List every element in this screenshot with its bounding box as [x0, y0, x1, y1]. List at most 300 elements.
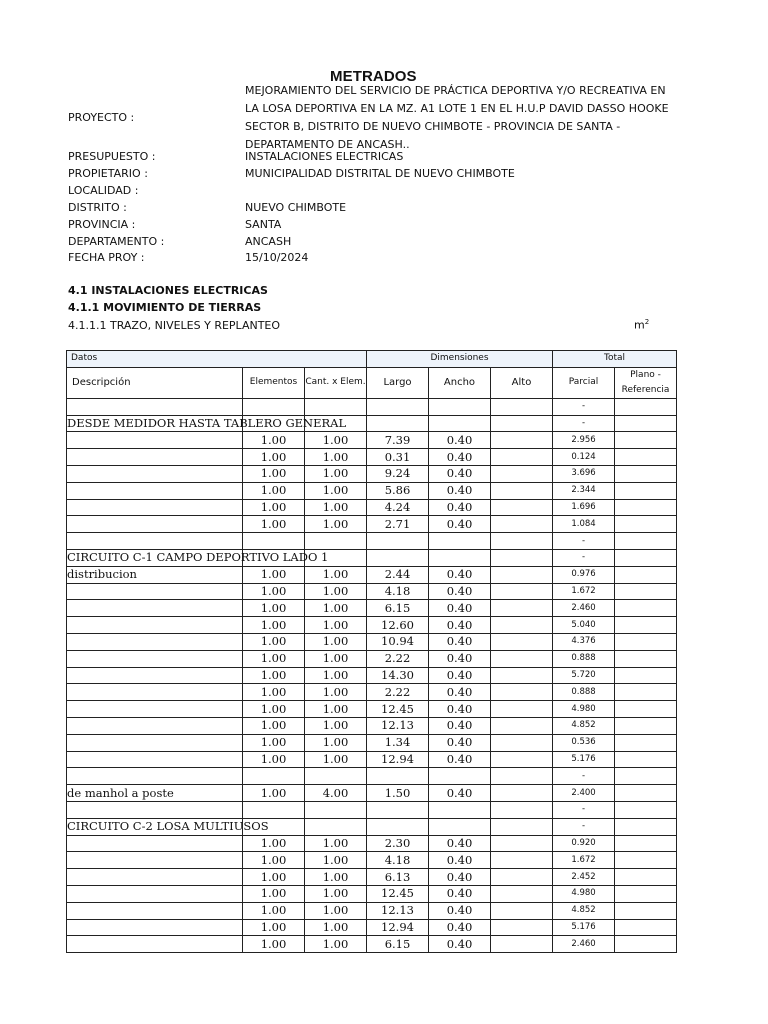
cell-plano — [615, 684, 677, 701]
field-label-provincia: PROVINCIA : — [68, 218, 136, 231]
cell-descripcion — [67, 499, 243, 516]
table-row — [67, 449, 677, 466]
cell-alto — [491, 785, 553, 802]
field-label-fecha: FECHA PROY : — [68, 251, 145, 264]
cell-ancho: 0.40 — [429, 835, 491, 852]
cell-ancho — [429, 549, 491, 566]
header-largo: Largo — [367, 367, 429, 398]
cell-alto — [491, 869, 553, 886]
table-row — [67, 482, 677, 499]
cell-cant: 1.00 — [305, 684, 367, 701]
field-value-provincia: SANTA — [245, 218, 282, 231]
cell-alto — [491, 818, 553, 835]
cell-largo — [367, 818, 429, 835]
field-value-propietario: MUNICIPALIDAD DISTRITAL DE NUEVO CHIMBOTE — [245, 167, 515, 180]
table-row — [67, 566, 677, 583]
table-row — [67, 684, 677, 701]
cell-descripcion — [67, 801, 243, 818]
field-label-localidad: LOCALIDAD : — [68, 184, 139, 197]
cell-largo: 0.31 — [367, 449, 429, 466]
cell-descripcion — [67, 667, 243, 684]
cell-descripcion — [67, 869, 243, 886]
cell-alto — [491, 566, 553, 583]
cell-alto — [491, 734, 553, 751]
table-row — [67, 633, 677, 650]
cell-cant: 1.00 — [305, 885, 367, 902]
cell-ancho: 0.40 — [429, 465, 491, 482]
cell-plano — [615, 533, 677, 550]
cell-alto — [491, 650, 553, 667]
cell-cant: 1.00 — [305, 936, 367, 953]
cell-cant: 1.00 — [305, 566, 367, 583]
table-row — [67, 600, 677, 617]
cell-parcial: 3.696 — [553, 465, 615, 482]
cell-cant: 1.00 — [305, 701, 367, 718]
cell-cant — [305, 398, 367, 415]
cell-elementos: 1.00 — [243, 499, 305, 516]
cell-cant — [305, 818, 367, 835]
table-row — [67, 516, 677, 533]
cell-alto — [491, 516, 553, 533]
field-value-distrito: NUEVO CHIMBOTE — [245, 201, 347, 214]
header-cant: Cant. x Elem. — [305, 367, 367, 398]
cell-parcial: 2.460 — [553, 936, 615, 953]
cell-largo: 2.22 — [367, 684, 429, 701]
cell-ancho: 0.40 — [429, 919, 491, 936]
cell-alto — [491, 415, 553, 432]
cell-plano — [615, 415, 677, 432]
cell-cant: 1.00 — [305, 869, 367, 886]
cell-cant: 1.00 — [305, 583, 367, 600]
cell-parcial: 4.980 — [553, 701, 615, 718]
cell-parcial: 2.956 — [553, 432, 615, 449]
cell-plano — [615, 449, 677, 466]
cell-parcial: 0.888 — [553, 684, 615, 701]
cell-largo: 9.24 — [367, 465, 429, 482]
cell-plano — [615, 583, 677, 600]
cell-plano — [615, 549, 677, 566]
cell-cant: 1.00 — [305, 852, 367, 869]
cell-elementos: 1.00 — [243, 717, 305, 734]
cell-alto — [491, 801, 553, 818]
cell-elementos: 1.00 — [243, 869, 305, 886]
cell-cant: 1.00 — [305, 650, 367, 667]
cell-elementos: 1.00 — [243, 684, 305, 701]
cell-ancho — [429, 533, 491, 550]
cell-parcial: 0.976 — [553, 566, 615, 583]
cell-descripcion — [67, 684, 243, 701]
table-row — [67, 701, 677, 718]
cell-alto — [491, 684, 553, 701]
cell-cant — [305, 768, 367, 785]
cell-elementos: 1.00 — [243, 667, 305, 684]
cell-descripcion — [67, 449, 243, 466]
cell-largo: 12.60 — [367, 617, 429, 634]
cell-cant: 1.00 — [305, 432, 367, 449]
cell-ancho: 0.40 — [429, 499, 491, 516]
cell-largo — [367, 549, 429, 566]
cell-alto — [491, 482, 553, 499]
cell-alto — [491, 499, 553, 516]
cell-elementos: 1.00 — [243, 701, 305, 718]
cell-descripcion — [67, 751, 243, 768]
cell-elementos: 1.00 — [243, 902, 305, 919]
cell-largo: 12.13 — [367, 902, 429, 919]
cell-elementos: 1.00 — [243, 449, 305, 466]
cell-ancho: 0.40 — [429, 885, 491, 902]
cell-descripcion — [67, 919, 243, 936]
cell-plano — [615, 869, 677, 886]
cell-descripcion — [67, 852, 243, 869]
cell-parcial: 2.400 — [553, 785, 615, 802]
cell-alto — [491, 667, 553, 684]
unit-label — [634, 318, 649, 332]
cell-largo: 2.44 — [367, 566, 429, 583]
cell-plano — [615, 465, 677, 482]
cell-elementos: 1.00 — [243, 583, 305, 600]
cell-ancho: 0.40 — [429, 785, 491, 802]
cell-descripcion — [67, 650, 243, 667]
cell-alto — [491, 449, 553, 466]
cell-ancho: 0.40 — [429, 869, 491, 886]
cell-largo: 6.15 — [367, 600, 429, 617]
table-row — [67, 549, 677, 566]
cell-ancho — [429, 415, 491, 432]
cell-descripcion: distribucion — [67, 566, 243, 583]
cell-plano — [615, 885, 677, 902]
cell-ancho — [429, 801, 491, 818]
cell-descripcion — [67, 465, 243, 482]
unit-base: m — [634, 318, 645, 332]
cell-parcial: 2.460 — [553, 600, 615, 617]
cell-largo: 5.86 — [367, 482, 429, 499]
cell-alto — [491, 398, 553, 415]
cell-largo: 2.71 — [367, 516, 429, 533]
cell-cant: 1.00 — [305, 734, 367, 751]
header-parcial: Parcial — [553, 367, 615, 398]
cell-parcial: 5.176 — [553, 751, 615, 768]
cell-alto — [491, 835, 553, 852]
cell-ancho: 0.40 — [429, 751, 491, 768]
project-line: LA LOSA DEPORTIVA EN LA MZ. A1 LOTE 1 EN EL H.U.P DAVID DASSO HOOKE — [245, 102, 669, 115]
cell-cant: 1.00 — [305, 751, 367, 768]
cell-parcial: 1.672 — [553, 852, 615, 869]
cell-ancho — [429, 398, 491, 415]
cell-parcial: 5.040 — [553, 617, 615, 634]
cell-parcial: 1.672 — [553, 583, 615, 600]
cell-alto — [491, 751, 553, 768]
cell-elementos: 1.00 — [243, 936, 305, 953]
header-ancho: Ancho — [429, 367, 491, 398]
cell-descripcion — [67, 617, 243, 634]
cell-parcial: 2.344 — [553, 482, 615, 499]
cell-descripcion: CIRCUITO C-1 CAMPO DEPORTIVO LADO 1 — [67, 550, 329, 565]
cell-elementos: 1.00 — [243, 650, 305, 667]
cell-alto — [491, 852, 553, 869]
cell-plano — [615, 785, 677, 802]
header-total: Total — [553, 351, 677, 368]
cell-elementos: 1.00 — [243, 432, 305, 449]
metrados-table — [66, 350, 677, 953]
cell-elementos: 1.00 — [243, 617, 305, 634]
page-title: METRADOS — [330, 68, 417, 85]
table-row — [67, 398, 677, 415]
cell-parcial: 0.888 — [553, 650, 615, 667]
cell-descripcion — [67, 533, 243, 550]
field-label-distrito: DISTRITO : — [68, 201, 127, 214]
field-value-presupuesto: INSTALACIONES ELECTRICAS — [245, 150, 404, 163]
cell-alto — [491, 717, 553, 734]
cell-cant: 1.00 — [305, 516, 367, 533]
table-row — [67, 768, 677, 785]
cell-alto — [491, 432, 553, 449]
cell-parcial: 5.176 — [553, 919, 615, 936]
table-row — [67, 818, 677, 835]
cell-parcial: 5.720 — [553, 667, 615, 684]
cell-plano — [615, 701, 677, 718]
cell-plano — [615, 600, 677, 617]
cell-descripcion — [67, 885, 243, 902]
cell-elementos: 1.00 — [243, 852, 305, 869]
project-line: DEPARTAMENTO DE ANCASH.. — [245, 138, 410, 151]
cell-elementos: 1.00 — [243, 566, 305, 583]
cell-plano — [615, 936, 677, 953]
table-row — [67, 415, 677, 432]
cell-ancho — [429, 768, 491, 785]
cell-largo — [367, 768, 429, 785]
table-row — [67, 835, 677, 852]
cell-largo: 2.22 — [367, 650, 429, 667]
header-dimensiones: Dimensiones — [367, 351, 553, 368]
cell-cant: 1.00 — [305, 449, 367, 466]
cell-plano — [615, 566, 677, 583]
cell-elementos — [243, 533, 305, 550]
cell-alto — [491, 633, 553, 650]
cell-plano — [615, 432, 677, 449]
cell-plano — [615, 398, 677, 415]
field-label-propietario: PROPIETARIO : — [68, 167, 148, 180]
cell-descripcion — [67, 936, 243, 953]
cell-largo: 12.94 — [367, 919, 429, 936]
table-row — [67, 432, 677, 449]
cell-descripcion — [67, 600, 243, 617]
cell-elementos: 1.00 — [243, 835, 305, 852]
cell-largo: 12.13 — [367, 717, 429, 734]
cell-ancho: 0.40 — [429, 734, 491, 751]
header-alto: Alto — [491, 367, 553, 398]
cell-largo — [367, 801, 429, 818]
cell-plano — [615, 852, 677, 869]
cell-cant: 1.00 — [305, 600, 367, 617]
project-line: MEJORAMIENTO DEL SERVICIO DE PRÁCTICA DEPORTIVA Y/O RECREATIVA EN — [245, 84, 666, 97]
cell-largo: 14.30 — [367, 667, 429, 684]
field-label-presupuesto: PRESUPUESTO : — [68, 150, 156, 163]
table-row — [67, 583, 677, 600]
table-row — [67, 852, 677, 869]
cell-plano — [615, 835, 677, 852]
cell-parcial: - — [553, 398, 615, 415]
cell-ancho: 0.40 — [429, 516, 491, 533]
cell-cant: 1.00 — [305, 667, 367, 684]
table-row — [67, 785, 677, 802]
cell-cant: 1.00 — [305, 717, 367, 734]
cell-ancho: 0.40 — [429, 701, 491, 718]
unit-exponent: 2 — [644, 318, 650, 326]
cell-descripcion — [67, 516, 243, 533]
cell-parcial: 1.084 — [553, 516, 615, 533]
cell-cant: 1.00 — [305, 465, 367, 482]
cell-cant: 1.00 — [305, 919, 367, 936]
cell-descripcion — [67, 583, 243, 600]
cell-alto — [491, 617, 553, 634]
cell-alto — [491, 600, 553, 617]
cell-plano — [615, 617, 677, 634]
cell-elementos: 1.00 — [243, 633, 305, 650]
cell-parcial: 0.124 — [553, 449, 615, 466]
cell-ancho: 0.40 — [429, 583, 491, 600]
cell-largo: 4.18 — [367, 583, 429, 600]
header-plano: Plano - Referencia — [615, 367, 677, 398]
cell-ancho: 0.40 — [429, 650, 491, 667]
cell-largo: 7.39 — [367, 432, 429, 449]
cell-plano — [615, 516, 677, 533]
cell-elementos — [243, 801, 305, 818]
cell-ancho: 0.40 — [429, 449, 491, 466]
cell-ancho: 0.40 — [429, 667, 491, 684]
header-elementos: Elementos — [243, 367, 305, 398]
cell-largo: 1.50 — [367, 785, 429, 802]
cell-plano — [615, 801, 677, 818]
cell-parcial: - — [553, 415, 615, 432]
table-group-header — [67, 351, 677, 368]
cell-cant: 1.00 — [305, 633, 367, 650]
project-line: SECTOR B, DISTRITO DE NUEVO CHIMBOTE - PROVINCIA DE SANTA - — [245, 120, 621, 133]
cell-descripcion — [67, 432, 243, 449]
section-heading: 4.1.1 MOVIMIENTO DE TIERRAS — [68, 301, 262, 314]
cell-parcial: - — [553, 818, 615, 835]
cell-largo: 6.15 — [367, 936, 429, 953]
cell-elementos: 1.00 — [243, 600, 305, 617]
cell-largo: 10.94 — [367, 633, 429, 650]
cell-elementos — [243, 768, 305, 785]
table-row — [67, 499, 677, 516]
cell-ancho: 0.40 — [429, 600, 491, 617]
cell-elementos: 1.00 — [243, 919, 305, 936]
cell-descripcion — [67, 768, 243, 785]
cell-ancho: 0.40 — [429, 617, 491, 634]
cell-alto — [491, 549, 553, 566]
cell-descripcion — [67, 701, 243, 718]
cell-cant: 1.00 — [305, 482, 367, 499]
cell-parcial: 4.980 — [553, 885, 615, 902]
cell-ancho: 0.40 — [429, 482, 491, 499]
table-row — [67, 936, 677, 953]
section-heading: 4.1 INSTALACIONES ELECTRICAS — [68, 284, 268, 297]
project-label: PROYECTO : — [68, 111, 135, 124]
table-row — [67, 465, 677, 482]
cell-plano — [615, 633, 677, 650]
cell-descripcion — [67, 717, 243, 734]
cell-ancho: 0.40 — [429, 566, 491, 583]
cell-parcial: - — [553, 533, 615, 550]
cell-plano — [615, 751, 677, 768]
cell-elementos: 1.00 — [243, 482, 305, 499]
cell-ancho: 0.40 — [429, 852, 491, 869]
cell-largo: 1.34 — [367, 734, 429, 751]
cell-plano — [615, 667, 677, 684]
cell-descripcion — [67, 633, 243, 650]
cell-plano — [615, 499, 677, 516]
field-value-fecha: 15/10/2024 — [245, 251, 309, 264]
cell-plano — [615, 482, 677, 499]
cell-largo: 12.45 — [367, 885, 429, 902]
cell-elementos: 1.00 — [243, 785, 305, 802]
cell-cant — [305, 533, 367, 550]
cell-descripcion: CIRCUITO C-2 LOSA MULTIUSOS — [67, 819, 269, 834]
table-row — [67, 885, 677, 902]
table-row — [67, 869, 677, 886]
cell-cant: 1.00 — [305, 617, 367, 634]
cell-ancho — [429, 818, 491, 835]
cell-largo — [367, 415, 429, 432]
cell-plano — [615, 818, 677, 835]
cell-parcial: 1.696 — [553, 499, 615, 516]
cell-ancho: 0.40 — [429, 936, 491, 953]
table-row — [67, 717, 677, 734]
cell-descripcion — [67, 835, 243, 852]
cell-plano — [615, 734, 677, 751]
cell-elementos: 1.00 — [243, 516, 305, 533]
cell-alto — [491, 583, 553, 600]
cell-plano — [615, 902, 677, 919]
header-descripcion: Descripción — [67, 367, 243, 398]
table-row — [67, 734, 677, 751]
table-row — [67, 667, 677, 684]
cell-elementos — [243, 398, 305, 415]
table-row — [67, 617, 677, 634]
table-row — [67, 650, 677, 667]
header-datos: Datos — [67, 351, 367, 368]
cell-descripcion: de manhol a poste — [67, 785, 243, 802]
cell-parcial: 0.536 — [553, 734, 615, 751]
table-row — [67, 902, 677, 919]
cell-alto — [491, 533, 553, 550]
cell-largo: 4.24 — [367, 499, 429, 516]
cell-descripcion — [67, 482, 243, 499]
cell-ancho: 0.40 — [429, 432, 491, 449]
cell-alto — [491, 902, 553, 919]
section-heading: 4.1.1.1 TRAZO, NIVELES Y REPLANTEO — [68, 319, 281, 332]
cell-elementos: 1.00 — [243, 465, 305, 482]
cell-descripcion: DESDE MEDIDOR HASTA TABLERO GENERAL — [67, 415, 347, 430]
cell-elementos: 1.00 — [243, 751, 305, 768]
cell-elementos: 1.00 — [243, 885, 305, 902]
cell-alto — [491, 701, 553, 718]
cell-descripcion — [67, 398, 243, 415]
cell-alto — [491, 768, 553, 785]
cell-parcial: 4.376 — [553, 633, 615, 650]
table-column-header — [67, 367, 677, 398]
cell-plano — [615, 919, 677, 936]
cell-ancho: 0.40 — [429, 684, 491, 701]
cell-parcial: - — [553, 768, 615, 785]
cell-alto — [491, 919, 553, 936]
cell-descripcion — [67, 734, 243, 751]
field-label-departamento: DEPARTAMENTO : — [68, 235, 165, 248]
table-row — [67, 919, 677, 936]
field-value-departamento: ANCASH — [245, 235, 292, 248]
cell-parcial: 0.920 — [553, 835, 615, 852]
